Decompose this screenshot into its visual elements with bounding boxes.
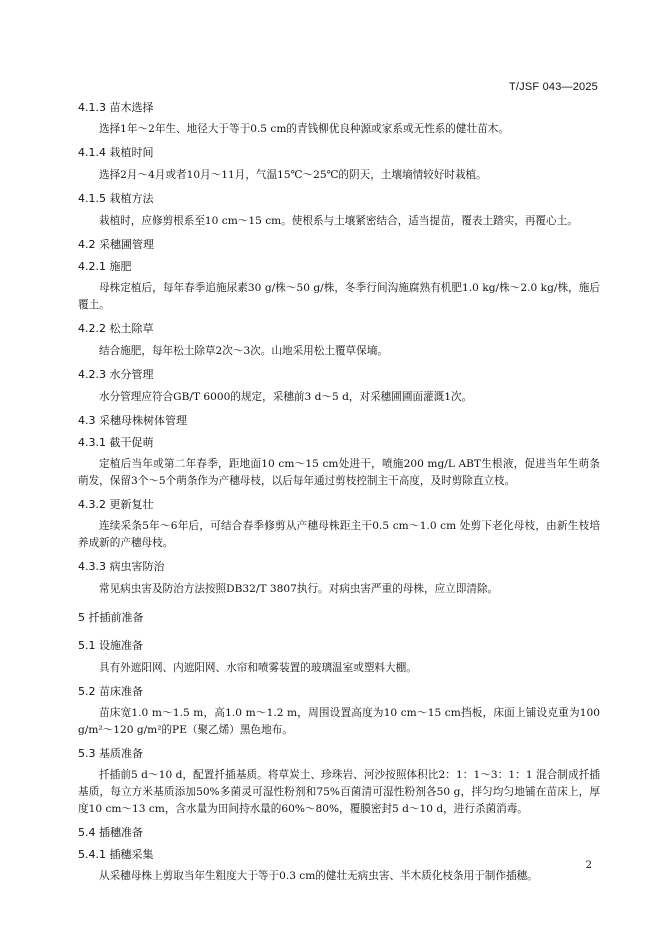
body-paragraph: 从采穗母株上剪取当年生粗度大于等于0.3 cm的健壮无病虫害、半木质化枝条用于制作插穗。 bbox=[99, 870, 538, 882]
section-heading: 4.1.4 栽植时间 bbox=[78, 146, 154, 159]
body-paragraph: 扦插前5 d～10 d，配置扦插基质。将草炭土、珍珠岩、河沙按照体积比2：1：1～3：1：1 混合制成扦插基质，每立方米基质添加50%多菌灵可湿性粉剂和75%百菌清可湿性粉剂各50 g，拌匀均匀地铺在苗床上，厚度10 cm～13 cm，含水量为田间持水量的60%～80%，覆膜密封5 d～10 d，进行杀菌消毒。 bbox=[78, 769, 600, 815]
section-heading: 4.3.1 截干促萌 bbox=[78, 436, 154, 449]
body-paragraph: 选择1年～2年生、地径大于等于0.5 cm的青钱柳优良种源或家系或无性系的健壮苗木。 bbox=[99, 123, 509, 135]
section-heading: 4.2.1 施肥 bbox=[78, 260, 132, 273]
section-heading: 4.3.2 更新复壮 bbox=[78, 498, 154, 511]
section-heading: 4.3.3 病虫害防治 bbox=[78, 560, 165, 573]
document-body bbox=[78, 100, 600, 885]
section-heading: 5.4.1 插穗采集 bbox=[78, 848, 154, 861]
body-paragraph: 具有外遮阳网、内遮阳网、水帘和喷雾装置的玻璃温室或塑料大棚。 bbox=[99, 662, 417, 674]
section-heading: 5.2 苗床准备 bbox=[78, 685, 143, 698]
body-paragraph: 水分管理应符合GB/T 6000的规定，采穗前3 d～5 d，对采穗圃圃面灌溉1次。 bbox=[99, 391, 473, 403]
section-heading: 5.1 设施准备 bbox=[78, 639, 143, 652]
body-paragraph: 常见病虫害及防治方法按照DB32/T 3807执行。对病虫害严重的母株，应立即清除。 bbox=[99, 583, 499, 595]
body-paragraph: 连续采条5年～6年后，可结合春季修剪从产穗母株距主干0.5 cm～1.0 cm 处剪下老化母枝，由新生枝培养成新的产穗母枝。 bbox=[78, 520, 600, 549]
section-heading: 5.4 插穗准备 bbox=[78, 826, 143, 839]
body-paragraph: 结合施肥，每年松土除草2次～3次。山地采用松土覆草保墒。 bbox=[99, 345, 388, 357]
body-paragraph: 栽植时，应修剪根系至10 cm～15 cm。使根系与土壤紧密结合，适当提苗，覆表土踏实，再覆心土。 bbox=[99, 215, 578, 227]
section-heading: 4.1.5 栽植方法 bbox=[78, 192, 154, 205]
section-heading: 5.3 基质准备 bbox=[78, 747, 143, 760]
section-heading: 4.2 采穗圃管理 bbox=[78, 238, 154, 251]
section-heading: 4.2.2 松土除草 bbox=[78, 322, 154, 335]
body-paragraph: 苗床宽1.0 m～1.5 m，高1.0 m～1.2 m，周围设置高度为10 cm～15 cm挡板，床面上铺设克重为100 g/m²～120 g/m²的PE（聚乙烯）黑色地布。 bbox=[78, 707, 600, 736]
body-paragraph: 母株定植后，每年春季追施尿素30 g/株～50 g/株，冬季行间沟施腐熟有机肥1.0 kg/株～2.0 kg/株，施后覆土。 bbox=[78, 282, 600, 311]
section-heading: 4.2.3 水分管理 bbox=[78, 368, 154, 381]
section-heading: 4.3 采穗母株树体管理 bbox=[78, 414, 187, 427]
page-number: 2 bbox=[585, 860, 592, 871]
standard-code: T/JSF 043—2025 bbox=[508, 81, 598, 93]
section-heading: 4.1.3 苗木选择 bbox=[78, 101, 154, 114]
body-paragraph: 选择2月～4月或者10月～11月，气温15℃～25℃的阴天，土壤墒情较好时栽植。 bbox=[99, 169, 487, 181]
body-paragraph: 定植后当年或第二年春季，距地面10 cm～15 cm处进干，喷施200 mg/L ABT生根液，促进当年生萌条萌发，保留3个～5个萌条作为产穗母枝，以后每年通过剪枝控制主干高度，及时剪除直立枝。 bbox=[78, 458, 600, 487]
section-heading: 5 扦插前准备 bbox=[78, 611, 144, 624]
